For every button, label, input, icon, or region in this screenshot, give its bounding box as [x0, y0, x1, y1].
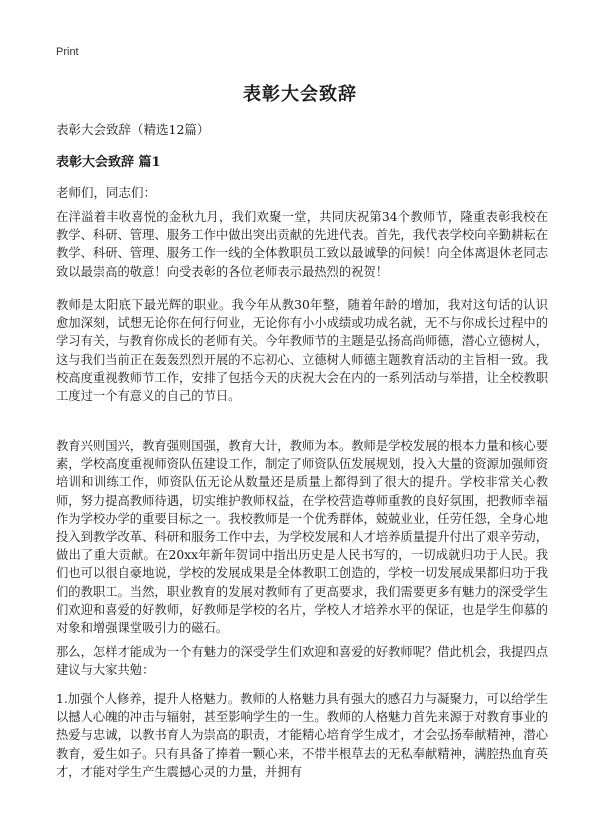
greeting-line: 老师们，同志们：: [56, 185, 157, 200]
body-paragraph: 1.加强个人修养，提升人格魅力。教师的人格魅力具有强大的感召力与凝聚力，可以给学生以撼人心魄的冲击与辐射，甚至影响学生的一生。教师的人格魅力首先来源于对教育事业的热爱与忠诚，以教书育人为崇高的职责，才能精心培育学生成才，才会弘扬奉献精神，潜心教育，爱生如子。只有具备了捧着一颗心来，不带半根草去的无私奉献精神，满腔热血育英才，才能对学生产生震撼心灵的力量，并拥有: [56, 692, 548, 779]
section-heading: 表彰大会致辞 篇1: [56, 155, 161, 170]
document-subtitle: 表彰大会致辞（精选12篇）: [56, 122, 210, 137]
body-paragraph: 那么，怎样才能成为一个有魅力的深受学生们欢迎和喜爱的好教师呢？借此机会，我提四点建议与大家共勉：: [56, 645, 548, 678]
body-paragraph: 教师是太阳底下最光辉的职业。我今年从教30年整，随着年龄的增加，我对这句话的认识愈加深刻，试想无论你在何行何业，无论你有小小成绩或功成名就，无不与你成长过程中的学习有关，与教育你成长的老师有关。今年教师节的主题是弘扬高尚师德，潜心立德树人，这与我们当前正在轰轰烈烈开展的不忘初心、立德树人师德主题教育活动的主旨相一致。我校高度重视教师节工作，安排了包括今天的庆祝大会在内的一系列活动与举措，让全校教职工度过一个有意义的自己的节日。: [56, 298, 548, 404]
page-title: 表彰大会致辞: [243, 84, 357, 105]
body-paragraph: 教育兴则国兴，教育强则国强，教育大计，教师为本。教师是学校发展的根本力量和核心要素，学校高度重视师资队伍建设工作，制定了师资队伍发展规划，投入大量的资源加强师资培训和训练工作，师资队伍无论从数量还是质量上都得到了很大的提升。学校非常关心教师，努力提高教师待遇，切实维护教师权益，在学校营造尊师重教的良好氛围，把教师幸福作为学校办学的重要目标之一。我校教师是一个优秀群体，兢兢业业，任劳任怨，全身心地投入到教学改革、科研和服务工作中去，为学校发展和人才培养质量提升付出了艰辛劳动，做出了重大贡献。在20xx年新年贺词中指出历史是人民书写的，一切成就归功于人民。我们也可以很自豪地说，学校的发展成果是全体教职工创造的，学校一切发展成果都归功于我们的教职工。当然，职业教育的发展对教师有了更高要求，我们需要更多有魅力的深受学生们欢迎和喜爱的好教师，好教师是学校的名片，学校人才培养水平的保证，也是学生仰慕的对象和增强课堂吸引力的磁石。: [56, 439, 548, 636]
print-link[interactable]: Print: [56, 46, 79, 58]
body-paragraph: 在洋溢着丰收喜悦的金秋九月，我们欢聚一堂，共同庆祝第34个教师节，隆重表彰我校在教学、科研、管理、服务工作中做出突出贡献的先进代表。首先，我代表学校向辛勤耕耘在教学、科研、管理、服务工作一线的全体教职员工致以最诚挚的问候！向全体离退休老同志致以最崇高的敬意！向受表彰的各位老师表示最热烈的祝贺！: [56, 210, 548, 279]
